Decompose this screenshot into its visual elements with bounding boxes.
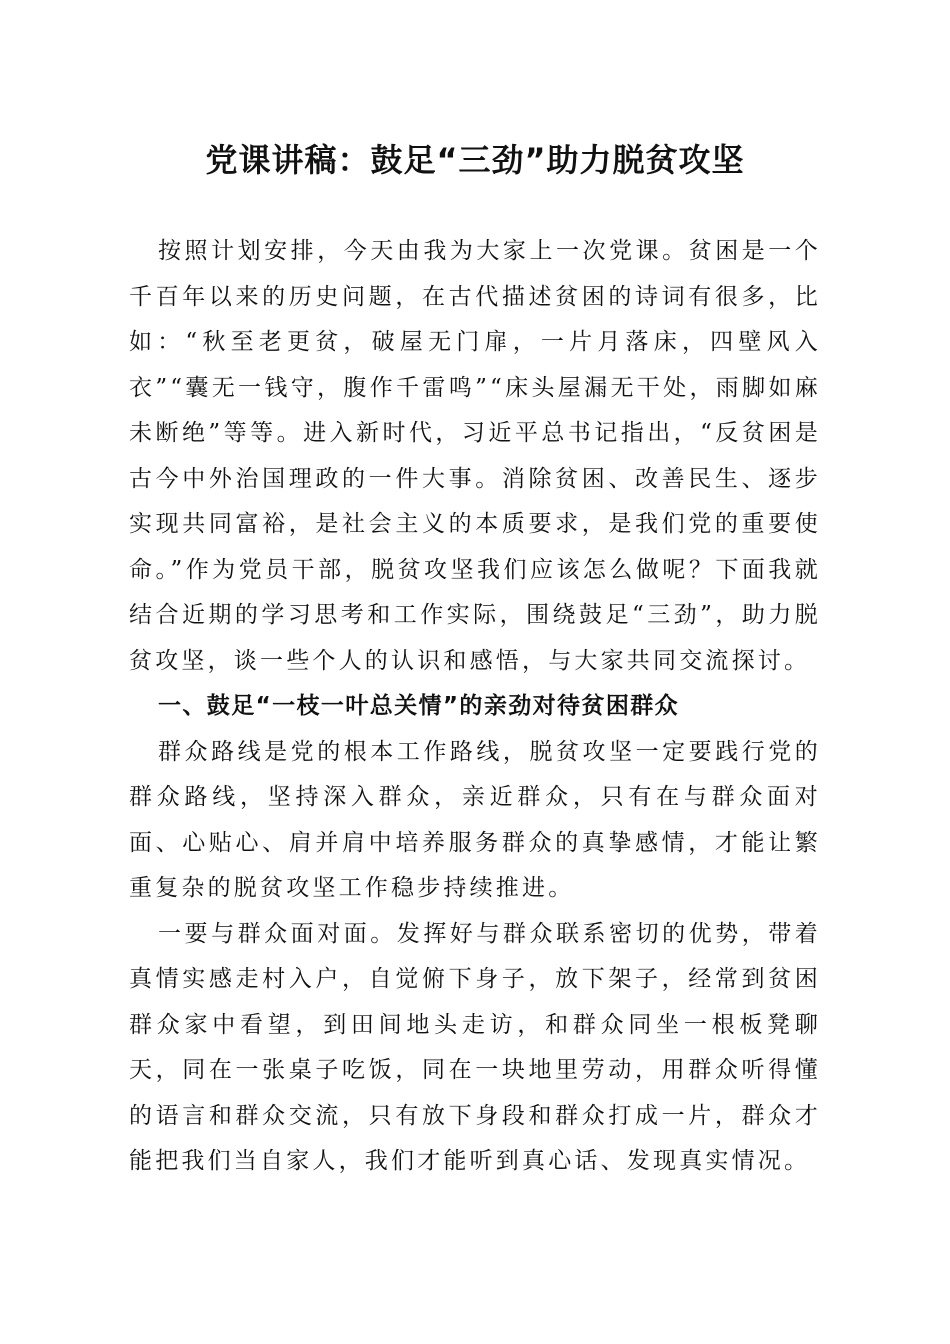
document-body [129, 229, 821, 1185]
body-paragraph: 群众路线是党的根本工作路线，脱贫攻坚一定要践行党的群众路线，坚持深入群众，亲近群众，只有在与群众面对面、心贴心、肩并肩中培养服务群众的真挚感情，才能让繁重复杂的脱贫攻坚工作稳步持续推进。 [129, 738, 821, 901]
body-paragraph: 一要与群众面对面。发挥好与群众联系密切的优势，带着真情实感走村入户，自觉俯下身子，放下架子，经常到贫困群众家中看望，到田间地头走访，和群众同坐一根板凳聊天，同在一张桌子吃饭，同在一块地里劳动，用群众听得懂的语言和群众交流，只有放下身段和群众打成一片，群众才能把我们当自家人，我们才能听到真心话、发现真实情况。 [129, 920, 821, 1174]
document-title: 党课讲稿：鼓足“三劲”助力脱贫攻坚 [205, 141, 745, 179]
intro-paragraph: 按照计划安排，今天由我为大家上一次党课。贫困是一个千百年以来的历史问题，在古代描述贫困的诗词有很多，比如：“秋至老更贫，破屋无门扉，一片月落床，四壁风入衣”“囊无一钱守，腹作千雷鸣”“床头屋漏无干处，雨脚如麻未断绝”等等。进入新时代，习近平总书记指出，“反贫困是古今中外治国理政的一件大事。消除贫困、改善民生、逐步实现共同富裕，是社会主义的本质要求，是我们党的重要使命。”作为党员干部，脱贫攻坚我们应该怎么做呢？下面我就结合近期的学习思考和工作实际，围绕鼓足“三劲”，助力脱贫攻坚，谈一些个人的认识和感悟，与大家共同交流探讨。 [129, 238, 821, 674]
section-heading: 一、鼓足“一枝一叶总关情”的亲劲对待贫困群众 [158, 693, 680, 719]
